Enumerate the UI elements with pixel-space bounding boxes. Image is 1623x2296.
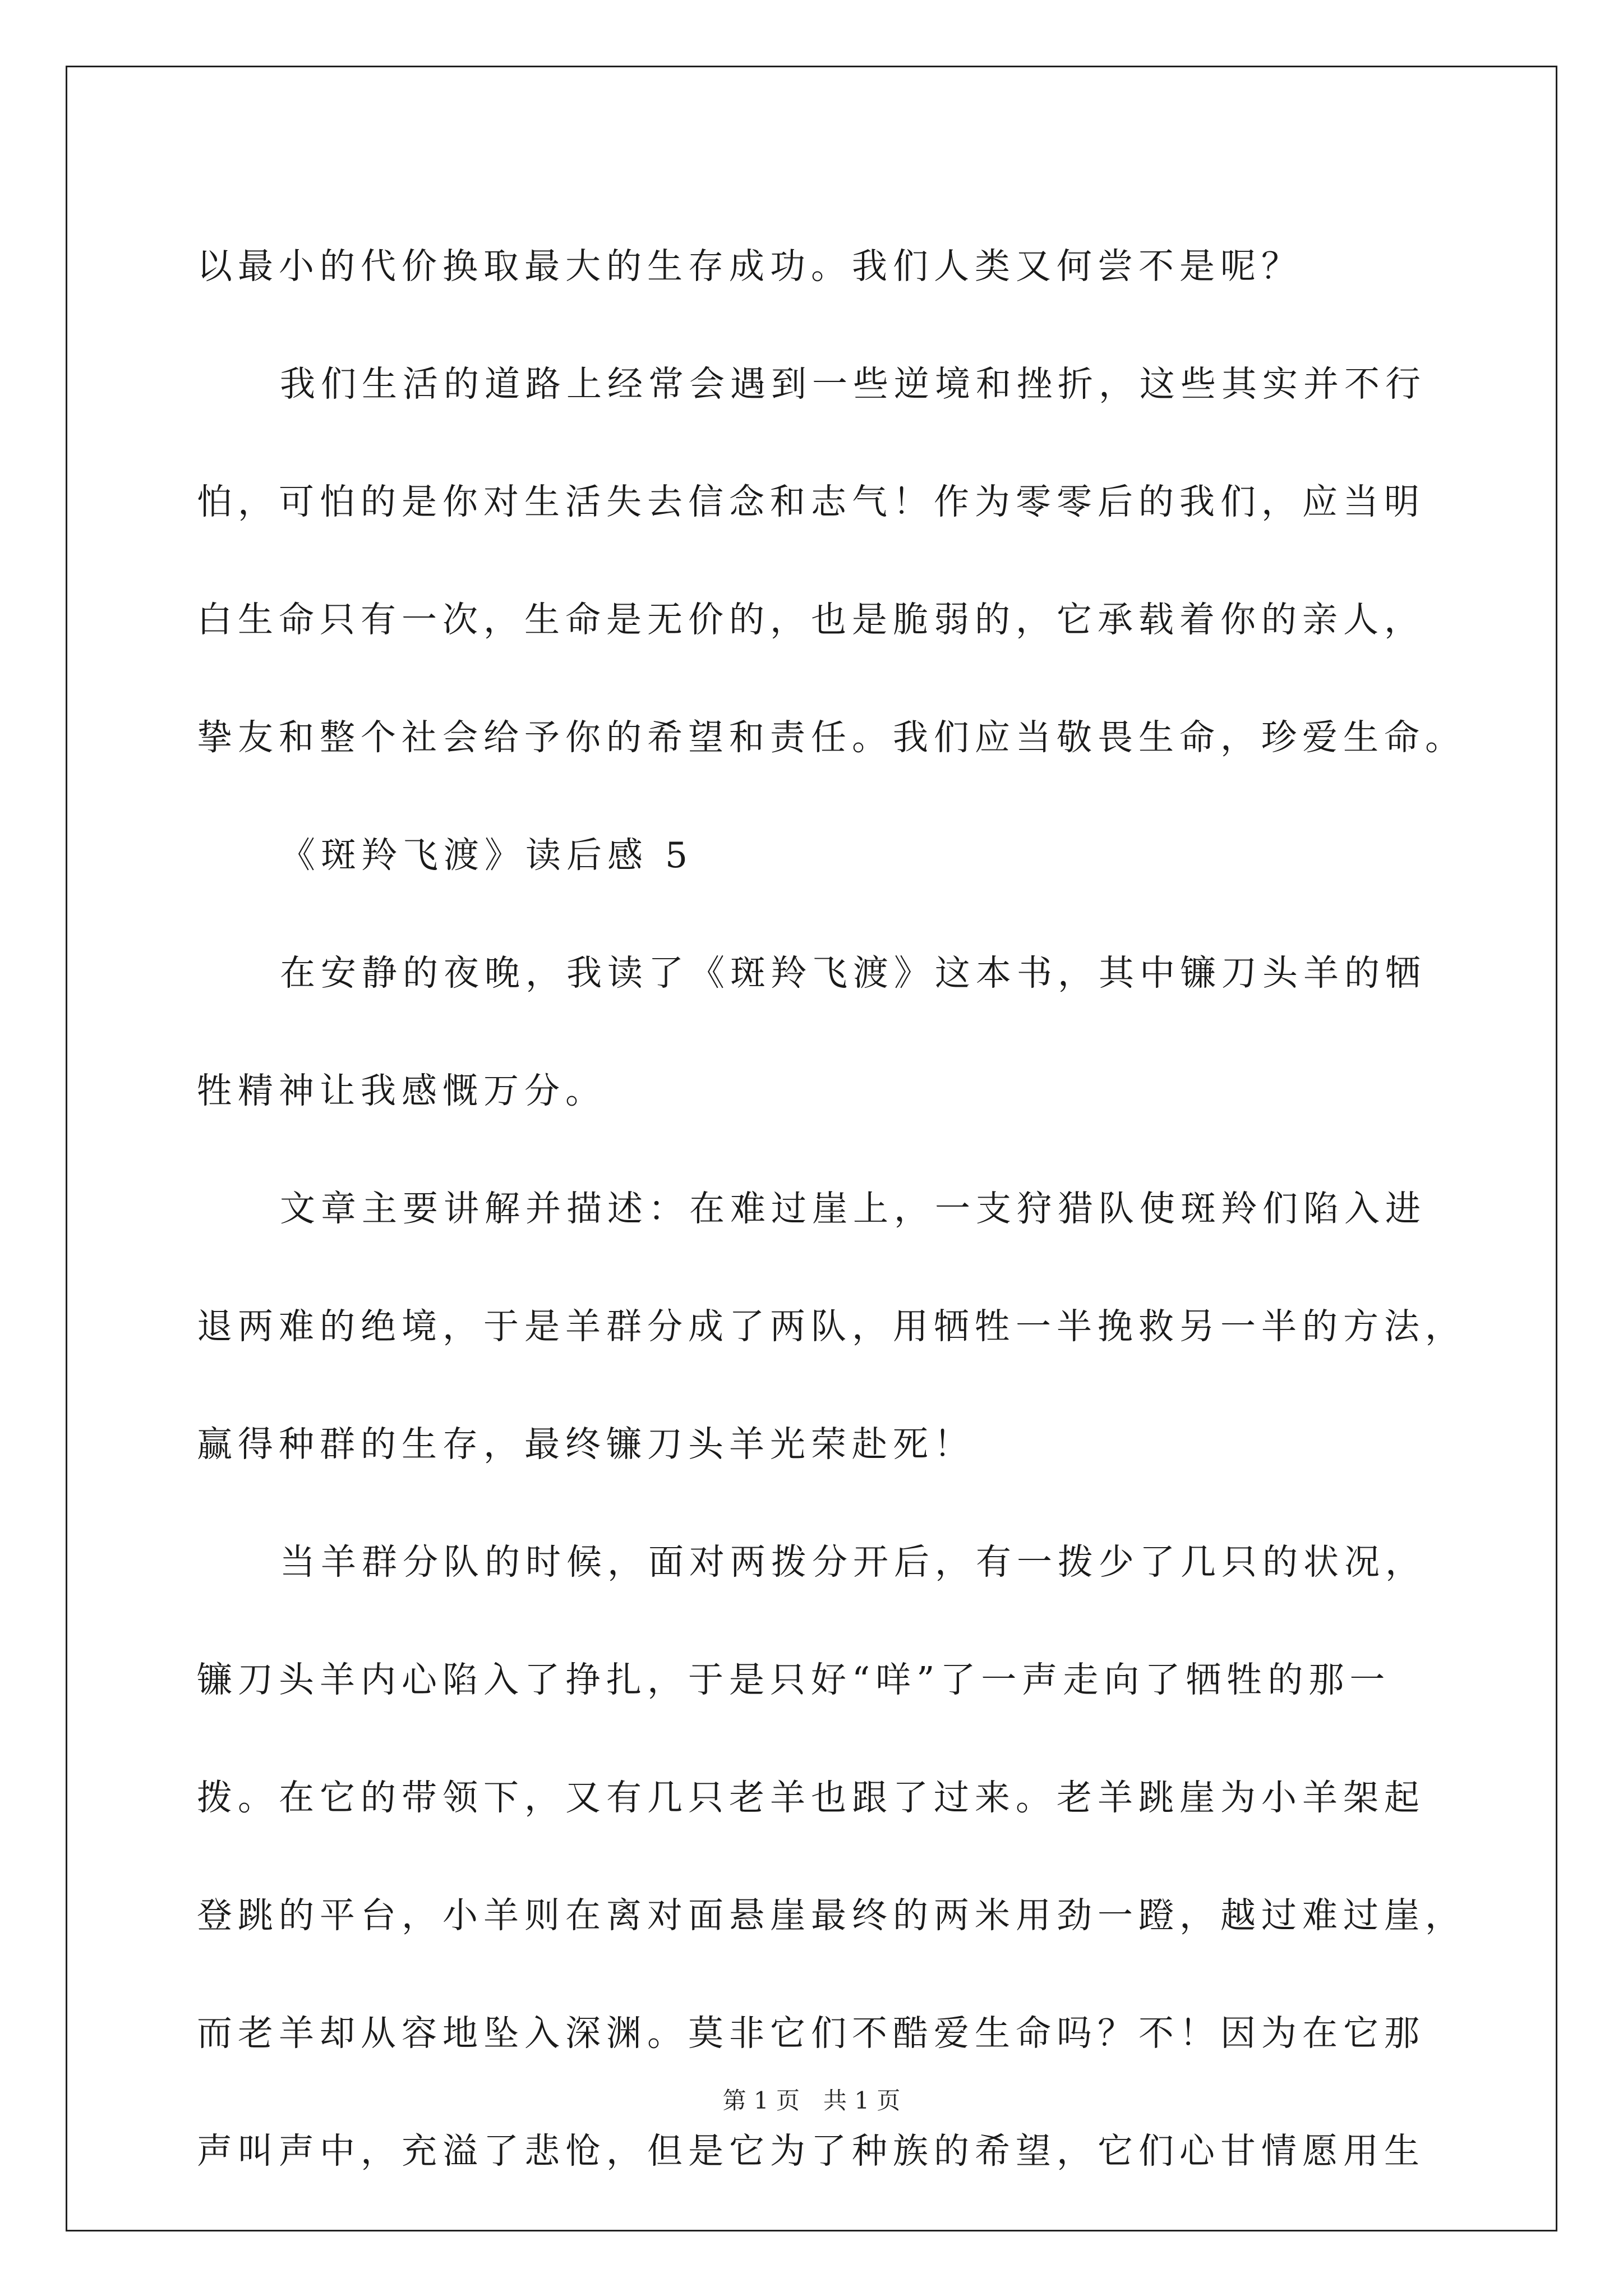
- text-line: 退两难的绝境，于是羊群分成了两队，用牺牲一半挽救另一半的方法，: [197, 1306, 1466, 1347]
- page-footer: 第 1 页 共 1 页: [722, 2087, 901, 2114]
- text-line: 镰刀头羊内心陷入了挣扎，于是只好“咩”了一声走向了牺牲的那一: [197, 1659, 1391, 1700]
- text-line: 声叫声中，充溢了悲怆，但是它为了种族的希望，它们心甘情愿用生: [197, 2131, 1425, 2171]
- text-line: 登跳的平台，小羊则在离对面悬崖最终的两米用劲一蹬，越过难过崖，: [197, 1895, 1466, 1936]
- text-line: 挚友和整个社会给予你的希望和责任。我们应当敬畏生命，珍爱生命。: [197, 717, 1466, 758]
- paragraph-start-line: 在安静的夜晚，我读了《斑羚飞渡》这本书，其中镰刀头羊的牺: [280, 953, 1426, 993]
- text-line: 怕，可怕的是你对生活失去信念和志气！作为零零后的我们，应当明: [197, 481, 1425, 522]
- paragraph-start-line: 当羊群分队的时候，面对两拨分开后，有一拨少了几只的状况，: [280, 1542, 1426, 1582]
- section-heading: 《斑羚飞渡》读后感 5: [280, 835, 694, 876]
- text-line: 白生命只有一次，生命是无价的，也是脆弱的，它承载着你的亲人，: [197, 599, 1425, 640]
- paragraph-start-line: 文章主要讲解并描述：在难过崖上，一支狩猎队使斑羚们陷入进: [280, 1188, 1426, 1229]
- text-line: 赢得种群的生存，最终镰刀头羊光荣赴死！: [197, 1424, 975, 1465]
- text-line: 而老羊却从容地坠入深渊。莫非它们不酷爱生命吗？不！因为在它那: [197, 2013, 1425, 2054]
- document-body: [197, 208, 1466, 2210]
- text-line: 牲精神让我感慨万分。: [197, 1070, 606, 1111]
- paragraph-start-line: 我们生活的道路上经常会遇到一些逆境和挫折，这些其实并不行: [280, 364, 1426, 404]
- text-line: 拨。在它的带领下，又有几只老羊也跟了过来。老羊跳崖为小羊架起: [197, 1777, 1425, 1818]
- text-line: 以最小的代价换取最大的生存成功。我们人类又何尝不是呢？: [197, 246, 1302, 287]
